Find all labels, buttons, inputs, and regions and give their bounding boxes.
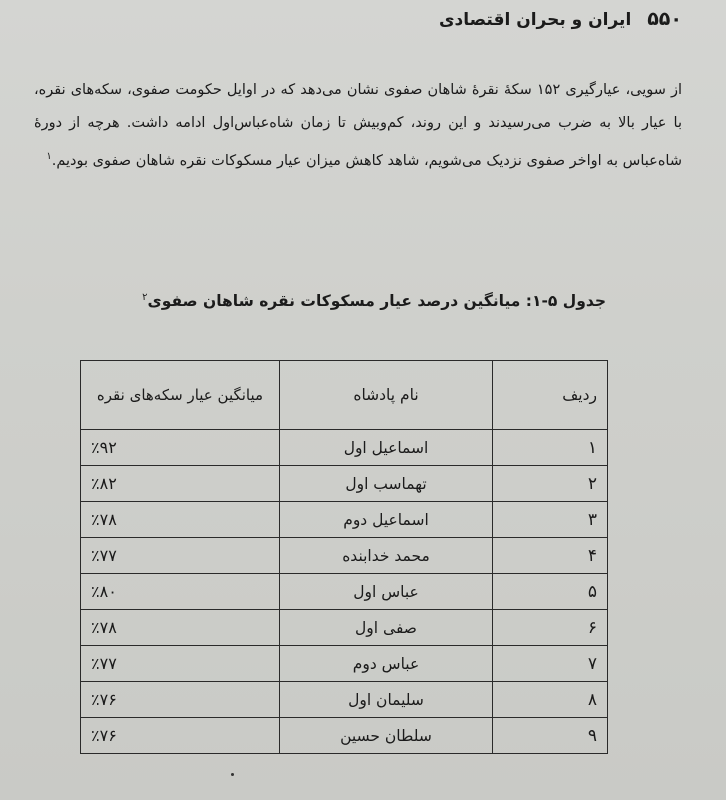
- row-index: ۱: [493, 430, 608, 466]
- row-king-name: اسماعیل دوم: [280, 502, 493, 538]
- table-row: [81, 574, 608, 610]
- table-row: [81, 718, 608, 754]
- running-header: [439, 8, 682, 30]
- table-row: [81, 502, 608, 538]
- caption-footnote-marker: ۲: [142, 292, 148, 303]
- row-average-purity: ٪۷۸: [81, 610, 280, 646]
- header-king-name: نام پادشاه: [280, 361, 493, 430]
- paragraph-text: از سویی، عیارگیری ۱۵۲ سکهٔ نقرهٔ شاهان صفوی نشان می‌دهد که در اوایل حکومت صفوی، سکه‌های نقره، با عیار بالا به ضرب می‌رسیدند و این روند، کم‌وبیش تا زمان شاه‌عباس‌اول ادامه داشت. هرچه از دورهٔ شاه‌عباس به اواخر صفوی نزدیک می‌شویم، شاهد کاهش میزان عیار مسکوکات نقره شاهان صفوی بودیم.: [34, 82, 682, 169]
- page-number: ۵۵۰: [647, 8, 682, 30]
- row-index: ۹: [493, 718, 608, 754]
- row-king-name: محمد خدابنده: [280, 538, 493, 574]
- row-king-name: صفی اول: [280, 610, 493, 646]
- row-index: ۴: [493, 538, 608, 574]
- table-row: [81, 430, 608, 466]
- row-index: ۸: [493, 682, 608, 718]
- table-row: [81, 682, 608, 718]
- caption-text: جدول ۵-۱: میانگین درصد عیار مسکوکات نقره شاهان صفوی: [147, 292, 606, 311]
- row-king-name: عباس اول: [280, 574, 493, 610]
- row-average-purity: ٪۷۸: [81, 502, 280, 538]
- body-paragraph: [34, 74, 682, 178]
- row-king-name: عباس دوم: [280, 646, 493, 682]
- table-row: [81, 466, 608, 502]
- row-king-name: سلیمان اول: [280, 682, 493, 718]
- table-row: [81, 538, 608, 574]
- row-average-purity: ٪۷۷: [81, 538, 280, 574]
- table-caption: [142, 292, 606, 310]
- ink-speck: [231, 773, 234, 776]
- header-average-purity: میانگین عیار سکه‌های نقره: [81, 361, 280, 430]
- row-average-purity: ٪۷۷: [81, 646, 280, 682]
- row-average-purity: ٪۷۶: [81, 718, 280, 754]
- row-index: ۳: [493, 502, 608, 538]
- row-king-name: سلطان حسین: [280, 718, 493, 754]
- table-row: [81, 610, 608, 646]
- table-body: [81, 430, 608, 754]
- paragraph-footnote-marker: ۱: [46, 151, 52, 162]
- row-average-purity: ٪۹۲: [81, 430, 280, 466]
- row-index: ۵: [493, 574, 608, 610]
- row-index: ۶: [493, 610, 608, 646]
- row-average-purity: ٪۸۰: [81, 574, 280, 610]
- row-average-purity: ٪۷۶: [81, 682, 280, 718]
- header-index: ردیف: [493, 361, 608, 430]
- table-header-row: [81, 361, 608, 430]
- table-row: [81, 646, 608, 682]
- row-index: ۲: [493, 466, 608, 502]
- row-king-name: اسماعیل اول: [280, 430, 493, 466]
- row-average-purity: ٪۸۲: [81, 466, 280, 502]
- row-index: ۷: [493, 646, 608, 682]
- row-king-name: تهماسب اول: [280, 466, 493, 502]
- book-title: ایران و بحران اقتصادی: [438, 10, 632, 30]
- silver-coin-purity-table: [80, 360, 608, 754]
